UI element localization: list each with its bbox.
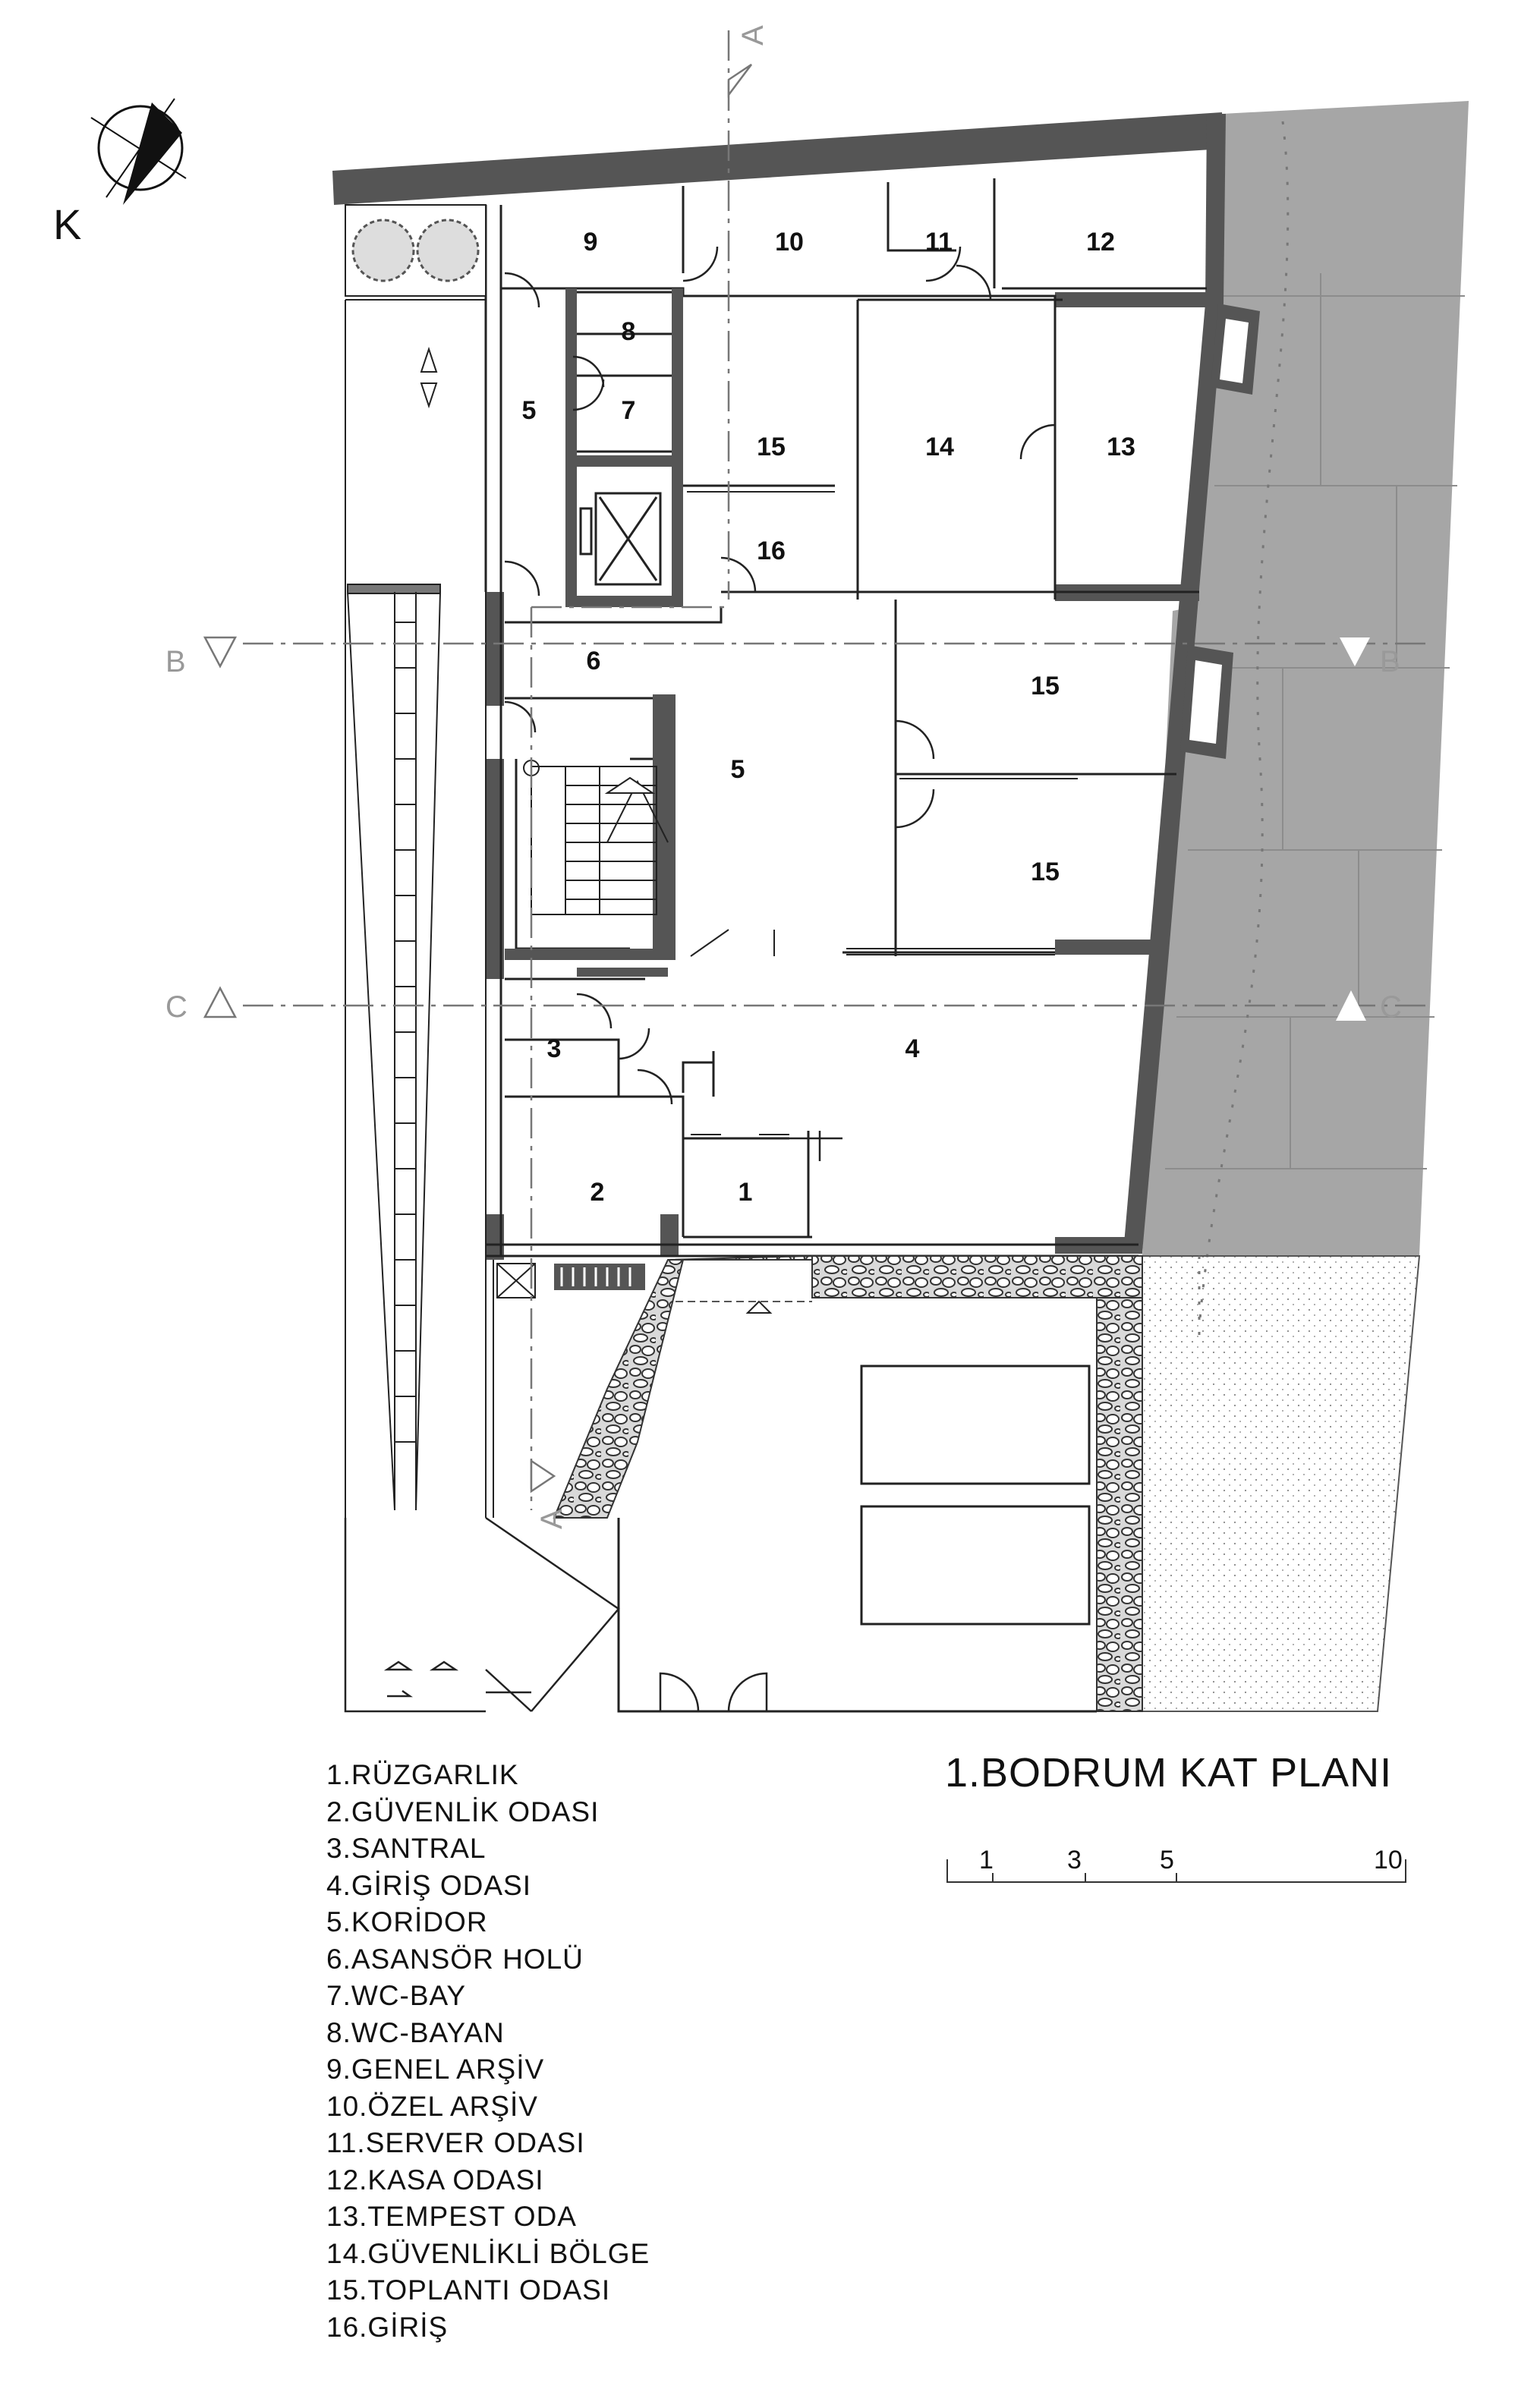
room-number: 16	[757, 537, 786, 565]
section-a-bottom-label: A	[535, 1509, 568, 1529]
scale-label-3: 3	[1067, 1846, 1082, 1874]
scale-label-1: 1	[979, 1846, 994, 1874]
room-number: 8	[621, 317, 636, 346]
room-number: 14	[925, 433, 954, 461]
exterior-walls	[486, 114, 1226, 1260]
interior-walls	[486, 178, 1207, 1256]
north-label: K	[53, 200, 82, 248]
room-number: 12	[1086, 228, 1115, 257]
sliding-partitions	[687, 486, 1078, 1237]
legend-item: 12.KASA ODASI	[326, 2164, 544, 2196]
room-number: 10	[775, 228, 804, 257]
room-number: 15	[757, 433, 786, 461]
room-number: 2	[590, 1178, 605, 1207]
dotted-ground	[1135, 1256, 1419, 1711]
ramp-strip	[345, 300, 486, 1518]
staircase	[524, 760, 668, 914]
legend-item: 1.RÜZGARLIK	[326, 1759, 519, 1790]
room-number: 1	[738, 1178, 753, 1207]
scale-label-10: 10	[1374, 1846, 1403, 1874]
room-legend	[326, 1757, 650, 2346]
room-number: 5	[521, 396, 537, 425]
plan-title: 1.BODRUM KAT PLANI	[945, 1750, 1393, 1796]
room-number: 6	[586, 647, 601, 675]
legend-item: 6.ASANSÖR HOLÜ	[326, 1943, 584, 1975]
legend-item: 15.TOPLANTI ODASI	[326, 2274, 611, 2306]
room-number: 9	[583, 228, 598, 257]
lower-ramp	[345, 1518, 619, 1711]
section-b-left-label: B	[165, 645, 186, 678]
room-number: 7	[621, 396, 636, 425]
room-number: 13	[1107, 433, 1135, 461]
north-retaining-wall	[332, 112, 1224, 205]
legend-item: 11.SERVER ODASI	[326, 2127, 585, 2158]
legend-item: 10.ÖZEL ARŞİV	[326, 2090, 538, 2122]
section-a-top-label: A	[736, 25, 770, 46]
north-arrow-icon	[91, 99, 186, 205]
room-number: 15	[1031, 858, 1060, 886]
elevator	[581, 493, 660, 584]
legend-item: 3.SANTRAL	[326, 1833, 487, 1864]
room-number: 5	[730, 755, 745, 784]
legend-item: 16.GİRİŞ	[326, 2311, 449, 2343]
section-b-right-label: B	[1380, 645, 1400, 678]
room-number: 4	[905, 1034, 920, 1063]
scale-bar	[941, 1852, 1412, 1890]
section-c-left-label: C	[165, 990, 187, 1024]
room-number: 15	[1031, 672, 1060, 700]
legend-item: 4.GİRİŞ ODASI	[326, 1869, 532, 1901]
room-number: 11	[925, 228, 953, 257]
planters	[345, 205, 486, 296]
legend-item: 14.GÜVENLİKLİ BÖLGE	[326, 2237, 650, 2269]
legend-item: 9.GENEL ARŞİV	[326, 2054, 545, 2085]
room-number: 3	[546, 1034, 562, 1063]
legend-item: 5.KORİDOR	[326, 1906, 488, 1937]
legend-item: 13.TEMPEST ODA	[326, 2201, 577, 2232]
scale-label-5: 5	[1160, 1846, 1174, 1874]
section-c-right-label: C	[1380, 990, 1402, 1024]
legend-item: 7.WC-BAY	[326, 1980, 467, 2011]
legend-item: 8.WC-BAYAN	[326, 2016, 505, 2048]
legend-item: 2.GÜVENLİK ODASI	[326, 1796, 600, 1827]
